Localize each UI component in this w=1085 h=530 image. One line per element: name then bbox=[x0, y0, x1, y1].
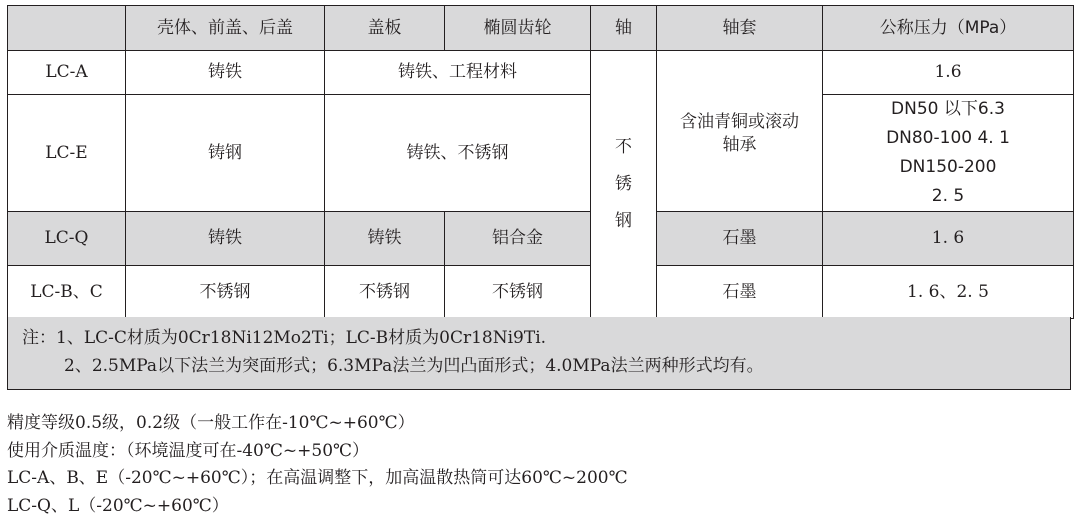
cover-material-cell: 铸铁 bbox=[325, 212, 445, 266]
pressure-cell: 1. 6 bbox=[823, 212, 1074, 266]
header-cell-shaft: 轴 bbox=[591, 6, 657, 51]
pressure-line: 2. 5 bbox=[931, 186, 965, 206]
sleeve-line: 含油青铜或滚动 bbox=[680, 112, 799, 132]
footer-line: 使用介质温度：（环境温度可在-40℃~+50℃） bbox=[7, 440, 370, 461]
note-line-2: 2、2.5MPa以下法兰为突面形式；6.3MPa法兰为凹凸面形式；4.0MPa法兰两种形式均有。 bbox=[64, 356, 764, 376]
table-row bbox=[8, 95, 1074, 212]
footer-text bbox=[7, 410, 628, 520]
model-cell: LC-Q bbox=[8, 212, 126, 266]
footer-line: LC-A、B、E（-20℃~+60℃）；在高温调整下，加高温散热筒可达60℃~200℃ bbox=[7, 468, 628, 488]
model-cell: LC-B、C bbox=[8, 266, 126, 319]
pressure-line: DN80-100 4. 1 bbox=[886, 128, 1010, 148]
body-material-cell: 铸钢 bbox=[126, 95, 325, 212]
model-cell: LC-E bbox=[8, 95, 126, 212]
sleeve-material-cell: 石墨 bbox=[657, 212, 823, 266]
table-row bbox=[8, 51, 1074, 95]
table-notes bbox=[7, 317, 1071, 390]
body-material-cell: 铸铁 bbox=[126, 51, 325, 95]
shaft-char: 锈 bbox=[615, 174, 632, 194]
pressure-cell: 1. 6、2. 5 bbox=[823, 266, 1074, 319]
cover-gear-material-cell: 铸铁、不锈钢 bbox=[325, 95, 591, 212]
pressure-line: DN150-200 bbox=[899, 157, 997, 177]
footer-line: 精度等级0.5级，0.2级（一般工作在-10℃~+60℃） bbox=[7, 413, 415, 433]
body-material-cell: 不锈钢 bbox=[126, 266, 325, 319]
gear-material-cell: 铝合金 bbox=[445, 212, 591, 266]
header-cell-cover: 盖板 bbox=[325, 6, 445, 51]
footer-line: LC-Q、L（-20℃~+60℃） bbox=[7, 495, 229, 516]
shaft-char: 钢 bbox=[615, 211, 632, 231]
body-material-cell: 铸铁 bbox=[126, 212, 325, 266]
table-row bbox=[8, 266, 1074, 319]
note-line-1: 注：1、LC-C材质为0Cr18Ni12Mo2Ti；LC-B材质为0Cr18Ni9Ti. bbox=[22, 328, 547, 348]
header-cell-pressure: 公称压力（MPa） bbox=[823, 6, 1074, 51]
cover-material-cell: 不锈钢 bbox=[325, 266, 445, 319]
cover-gear-material-cell: 铸铁、工程材料 bbox=[325, 51, 591, 95]
spec-table bbox=[7, 5, 1074, 319]
shaft-material-cell bbox=[591, 51, 657, 319]
header-cell-model bbox=[8, 6, 126, 51]
table-row bbox=[8, 212, 1074, 266]
shaft-char: 不 bbox=[615, 137, 632, 157]
sleeve-material-cell bbox=[657, 51, 823, 212]
pressure-cell bbox=[823, 95, 1074, 212]
model-cell: LC-A bbox=[8, 51, 126, 95]
header-cell-sleeve: 轴套 bbox=[657, 6, 823, 51]
header-cell-gear: 椭圆齿轮 bbox=[445, 6, 591, 51]
gear-material-cell: 不锈钢 bbox=[445, 266, 591, 319]
pressure-line: DN50 以下6.3 bbox=[891, 99, 1005, 119]
pressure-cell: 1.6 bbox=[823, 51, 1074, 95]
header-cell-body: 壳体、前盖、后盖 bbox=[126, 6, 325, 51]
table-header-row bbox=[8, 6, 1074, 51]
sleeve-line: 轴承 bbox=[722, 135, 757, 155]
sleeve-material-cell: 石墨 bbox=[657, 266, 823, 319]
